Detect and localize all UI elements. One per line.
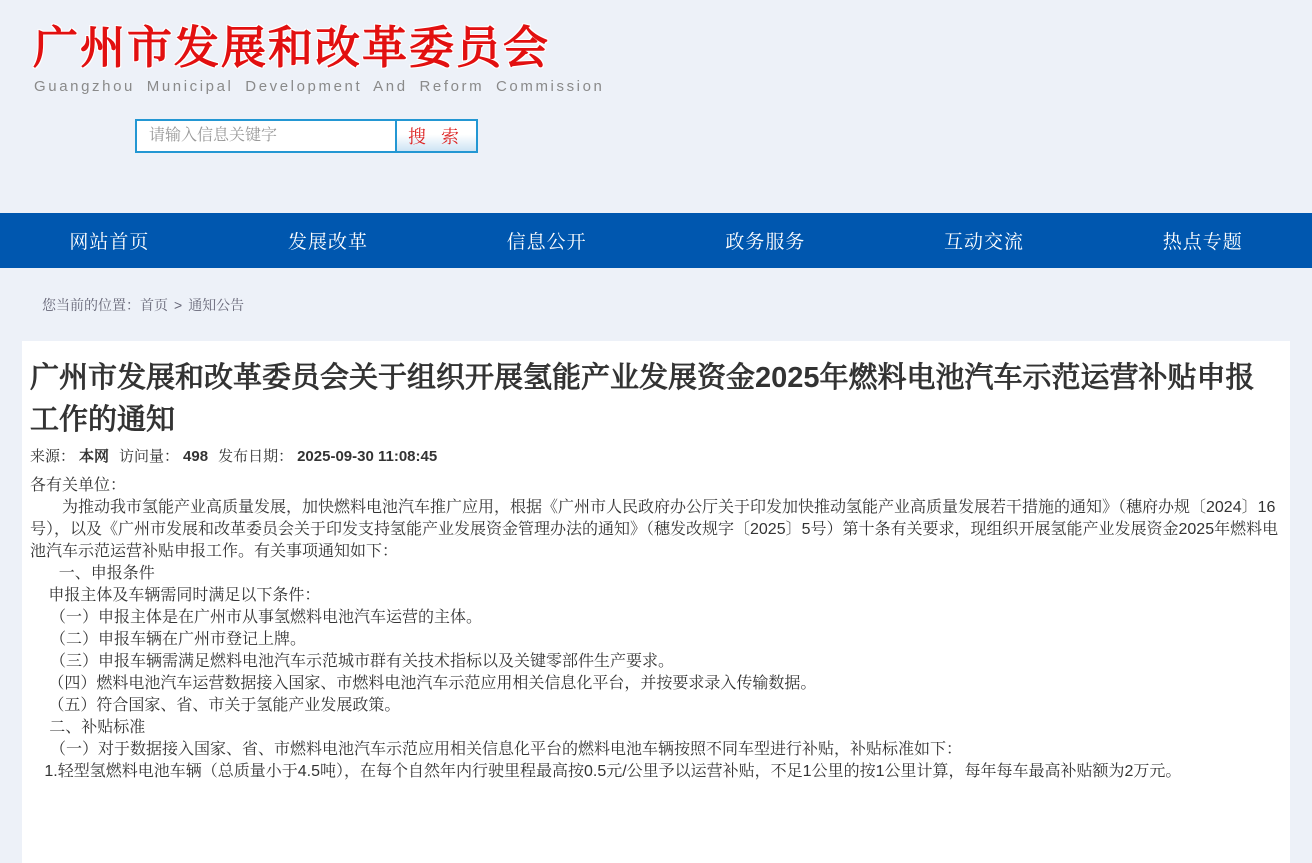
breadcrumb-home-link[interactable]: 首页 [140,297,168,313]
article-paragraph: 一、申报条件 [58,565,155,583]
site-logo-title[interactable]: 广州市发展和改革委员会 [33,22,551,73]
nav-item[interactable]: 发展改革 [288,232,369,253]
search-box [135,119,478,153]
article-paragraph: （四）燃料电池汽车运营数据接入国家、市燃料电池汽车示范应用相关信息化平台，并按要求录入传输数据。 [48,675,817,693]
nav-item[interactable]: 政务服务 [725,232,806,253]
nav-item[interactable]: 信息公开 [506,232,587,253]
main-nav [0,213,1312,268]
article-paragraph: 各有关单位： [30,477,127,495]
breadcrumb-current-link[interactable]: 通知公告 [188,297,245,313]
article-paragraph: （二）申报车辆在广州市登记上牌。 [50,631,307,649]
nav-item[interactable]: 网站首页 [69,232,150,253]
meta-visits-label: 访问量： [119,448,180,466]
nav-list [0,213,1312,268]
article-paragraph: 二、补贴标准 [49,719,146,737]
breadcrumb [0,268,1312,341]
article-meta [30,445,1282,466]
article-paragraph: 申报主体及车辆需同时满足以下条件： [48,587,321,605]
nav-item[interactable]: 热点专题 [1162,232,1243,253]
article-panel [22,341,1290,863]
meta-date-value: 2025-09-30 11:08:45 [297,448,438,466]
meta-visits-value: 498 [183,448,209,466]
article-paragraph: 为推动我市氢能产业高质量发展，加快燃料电池汽车推广应用，根据《广州市人民政府办公厅关于印发加快推动氢能产业高质量发展若干措施的通知》（穗府办规〔2024〕16号），以及《广州市发展和改革委员会关于印发支持氢能产业发展资金管理办法的通知》（穗发改规字〔2025〕5号）第十条有关要求，现组织开展氢能产业发展资金2025年燃料电池汽车示范运营补贴申报工作。有关事项通知如下： [30,499,1279,561]
site-header [0,0,1312,213]
breadcrumb-prefix: 您当前的位置： [42,297,140,313]
article-body [30,475,1282,783]
meta-source-label: 来源： [30,448,76,466]
article-paragraph: 1.轻型氢燃料电池车辆（总质量小于4.5吨），在每个自然年内行驶里程最高按0.5元/公里予以运营补贴，不足1公里的按1公里计算，每年每车最高补贴额为2万元。 [44,763,1182,781]
article-paragraph: （一）对于数据接入国家、省、市燃料电池汽车示范应用相关信息化平台的燃料电池车辆按照不同车型进行补贴，补贴标准如下： [50,741,963,759]
article-title: 广州市发展和改革委员会关于组织开展氢能产业发展资金2025年燃料电池汽车示范运营补贴申报工作的通知 [30,362,1255,437]
meta-source-value: 本网 [79,448,110,466]
article-paragraph: （一）申报主体是在广州市从事氢燃料电池汽车运营的主体。 [50,609,483,627]
article-paragraph: （五）符合国家、省、市关于氢能产业发展政策。 [48,697,401,715]
meta-date-label: 发布日期： [218,448,294,466]
site-logo-subtitle: Guangzhou Municipal Development And Reform Commission [34,77,605,95]
search-input[interactable] [137,121,395,151]
search-row [135,119,1312,153]
nav-item[interactable]: 互动交流 [944,232,1025,253]
article-paragraph: （三）申报车辆需满足燃料电池汽车示范城市群有关技术指标以及关键零部件生产要求。 [50,653,675,671]
breadcrumb-separator: > [174,297,183,313]
search-button[interactable]: 搜 索 [395,121,476,151]
